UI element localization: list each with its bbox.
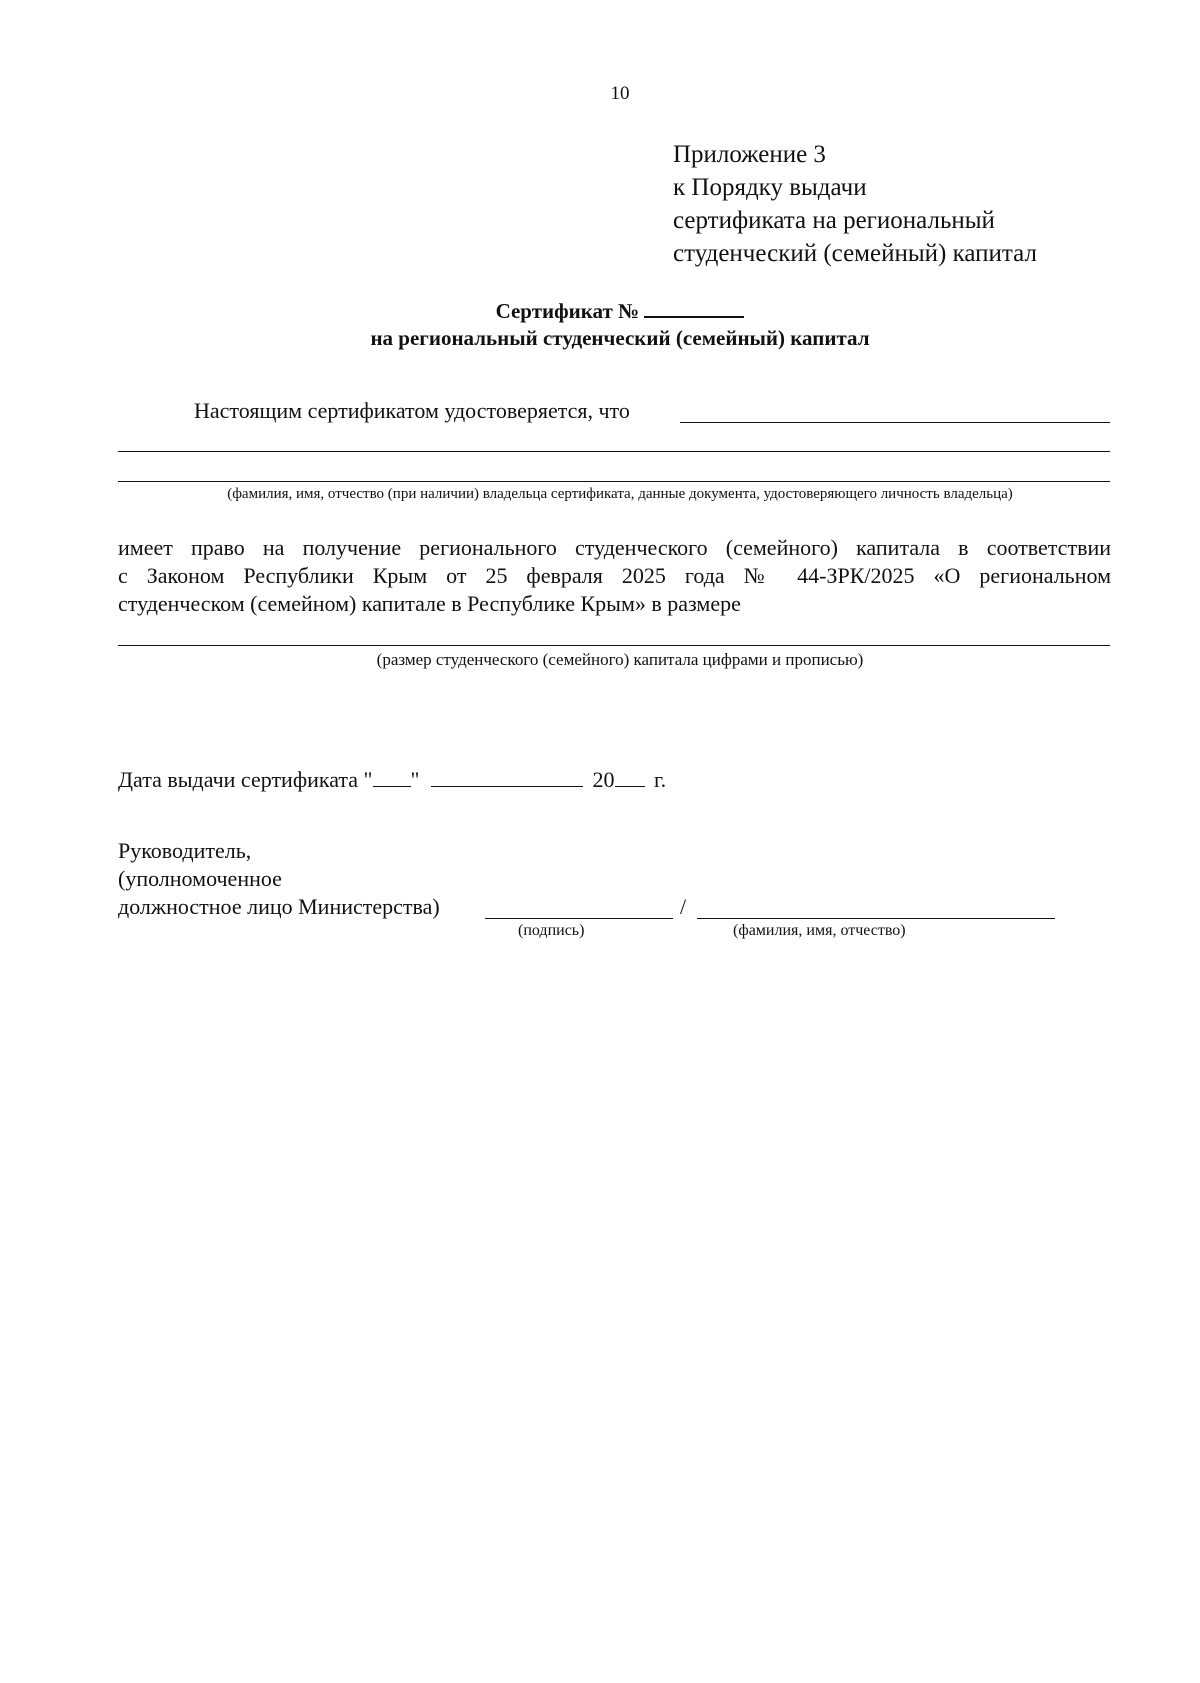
appendix-line: к Порядку выдачи: [673, 174, 867, 201]
signature-role-line: Руководитель,: [118, 838, 252, 863]
signature-role-line: должностное лицо Министерства): [118, 894, 440, 919]
year-blank: [615, 766, 645, 787]
paragraph-line: имеет право на получение регионального студенческого (семейного) капитала в соответствии: [118, 535, 1111, 560]
certificate-subtitle: на региональный студенческий (семейный) капитал: [370, 326, 870, 350]
issue-date-label: Дата выдачи сертификата ": [118, 767, 373, 792]
owner-blank-line: [118, 481, 1110, 482]
entitlement-paragraph: [118, 534, 1111, 618]
appendix-line: Приложение 3: [673, 141, 826, 168]
page-number: 10: [610, 83, 630, 104]
name-caption: (фамилия, имя, отчество): [733, 922, 906, 939]
month-blank: [431, 766, 583, 787]
issue-date-row: [118, 766, 666, 793]
year-prefix: 20: [592, 767, 615, 792]
issue-date-quote: ": [410, 767, 420, 792]
name-blank-line: [697, 918, 1055, 919]
day-blank: [373, 766, 411, 787]
amount-caption: (размер студенческого (семейного) капитала цифрами и прописью): [376, 650, 864, 669]
owner-caption: (фамилия, имя, отчество (при наличии) владельца сертификата, данные документа, удостоверяющего личность владельца): [227, 486, 1013, 502]
owner-blank-line: [118, 451, 1110, 452]
signature-role-line: (уполномоченное: [118, 866, 282, 891]
owner-blank-line: [680, 422, 1110, 423]
signature-blank-line: [485, 918, 673, 919]
signature-caption: (подпись): [518, 922, 585, 939]
certificate-number-blank: [644, 298, 744, 318]
appendix-block: [673, 138, 1037, 270]
paragraph-line: с Законом Республики Крым от 25 февраля 2025 года № 44-ЗРК/2025 «О региональном: [118, 563, 1111, 588]
appendix-line: сертификата на региональный: [673, 207, 995, 234]
year-suffix: г.: [654, 767, 667, 792]
paragraph-line: студенческом (семейном) капитале в Республике Крым» в размере: [118, 591, 741, 616]
certify-intro: Настоящим сертификатом удостоверяется, что: [194, 398, 630, 423]
certificate-title: [0, 298, 1200, 324]
signature-separator: /: [680, 894, 687, 919]
amount-blank-line: [118, 645, 1110, 646]
certificate-title-text: Сертификат №: [495, 299, 640, 323]
appendix-line: студенческий (семейный) капитал: [673, 240, 1037, 267]
